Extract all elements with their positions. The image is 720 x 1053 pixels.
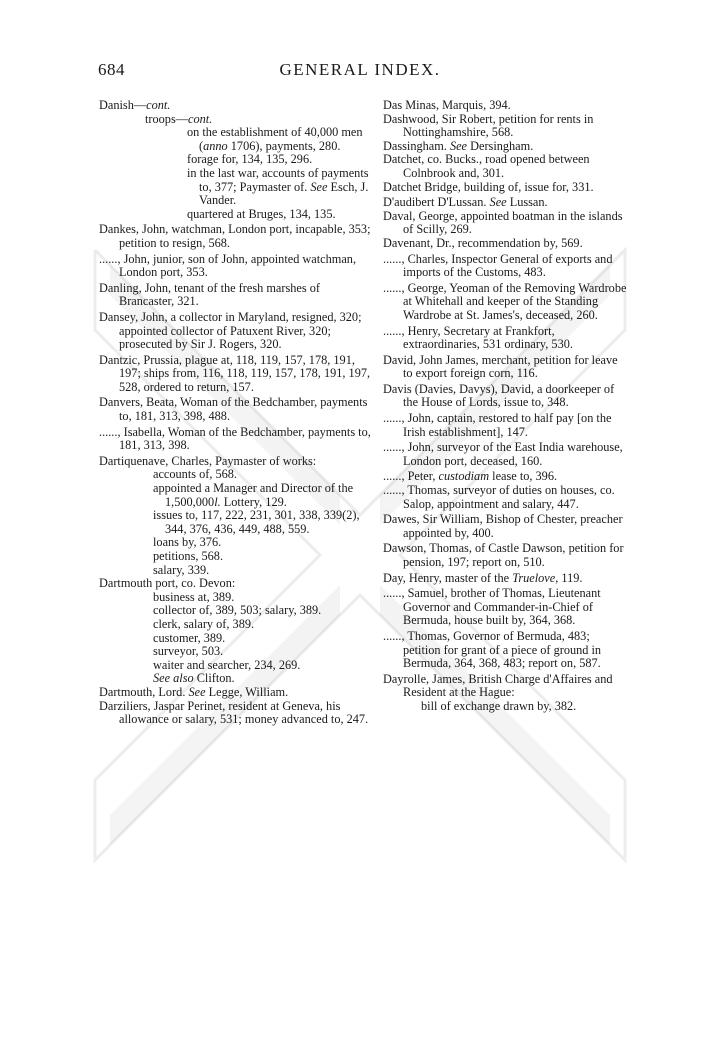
index-subentry: quartered at Bruges, 134, 135. — [187, 206, 336, 221]
index-entry: Davenant, Dr., recommendation by, 569. — [383, 235, 583, 250]
index-entry: ......, Henry, Secretary at Frankfort, extraordinaries, 531 ordinary, 530. — [383, 323, 573, 352]
index-subentry: bill of exchange drawn by, 382. — [421, 698, 577, 713]
index-entry: ......, Isabella, Woman of the Bedchamber, payments to, 181, 313, 398. — [99, 424, 371, 453]
index-subentry: loans by, 376. — [153, 535, 222, 550]
index-entry: Dankes, John, watchman, London port, incapable, 353; petition to resign, 568. — [99, 222, 371, 250]
index-subentry: appointed a Manager and Director of the 1,500,000l. Lottery, 129. — [153, 481, 354, 509]
index-entry: ......, John, surveyor of the East India warehouse, London port, deceased, 160. — [383, 440, 623, 468]
index-entry: Dashwood, Sir Robert, petition for rents in Nottinghamshire, 568. — [383, 111, 594, 140]
index-entry: Danvers, Beata, Woman of the Bedchamber, payments to, 181, 313, 398, 488. — [99, 395, 368, 424]
index-entry: Dawson, Thomas, of Castle Dawson, petition for pension, 197; report on, 510. — [383, 541, 624, 569]
index-entry: Daval, George, appointed boatman in the islands of Scilly, 269. — [383, 208, 623, 237]
index-entry: Dawes, Sir William, Bishop of Chester, preacher appointed by, 400. — [383, 512, 623, 540]
index-entry: ......, George, Yeoman of the Removing Wardrobe at Whitehall and keeper of the Standing Wardrobe at St. James's, deceased, 260. — [383, 280, 627, 322]
index-entry: Dartiquenave, Charles, Paymaster of works: — [99, 453, 317, 468]
index-entry: Danish—cont. — [99, 98, 171, 112]
index-subentry: salary, 339. — [153, 562, 210, 577]
index-subentry: on the establishment of 40,000 men (anno 1706), payments, 280. — [187, 125, 363, 153]
index-entry: Dartmouth port, co. Devon: — [99, 576, 236, 591]
index-entry: Datchet Bridge, building of, issue for, 331. — [383, 179, 594, 194]
index-subentry: accounts of, 568. — [153, 467, 238, 482]
index-entry: Dantzic, Prussia, plague at, 118, 119, 157, 178, 191, 197; ships from, 116, 118, 119, 157, 178, 191, 197, 528, ordered to return, 157. — [99, 352, 371, 394]
index-entry: Datchet, co. Bucks., road opened between Colnbrook and, 301. — [383, 152, 590, 180]
running-title: GENERAL INDEX. — [279, 60, 441, 79]
index-entry: Dansey, John, a collector in Maryland, resigned, 320; appointed collector of Patuxent River, 320; prosecuted by Sir J. Rogers, 320. — [99, 309, 362, 352]
index-entry: Dayrolle, James, British Charge d'Affaires and Resident at the Hague: — [383, 671, 613, 700]
index-subentry: customer, 389. — [153, 630, 226, 645]
index-subentry: collector of, 389, 503; salary, 389. — [153, 603, 322, 618]
index-entry: Day, Henry, master of the Truelove, 119. — [383, 570, 583, 585]
index-entry: Darziliers, Jaspar Perinet, resident at Geneva, his allowance or salary, 531; money advanced to, 247. — [99, 698, 369, 727]
index-subentry: clerk, salary of, 389. — [153, 616, 255, 631]
index-entry: Das Minas, Marquis, 394. — [383, 98, 511, 112]
page-number: 684 — [98, 60, 125, 79]
index-entry: David, John James, merchant, petition for leave to export foreign corn, 116. — [383, 352, 618, 381]
index-entry: D'audibert D'Lussan. See Lussan. — [383, 195, 548, 210]
index-subentry: surveyor, 503. — [153, 644, 224, 659]
index-entry: Danling, John, tenant of the fresh marshes of Brancaster, 321. — [99, 280, 320, 309]
index-entry: ......, Thomas, Governor of Bermuda, 483; petition for grant of a piece of ground in Bermuda, 364, 368, 483; report on, 587. — [383, 628, 602, 671]
index-entry: Dassingham. See Dersingham. — [383, 138, 534, 153]
index-entry: ......, John, junior, son of John, appointed watchman, London port, 353. — [99, 251, 357, 280]
index-subentry: business at, 389. — [153, 589, 235, 604]
index-entry: ......, Samuel, brother of Thomas, Lieutenant Governor and Commander-in-Chief of Bermuda, house built by, 364, 368. — [383, 586, 601, 628]
index-subentry: forage for, 134, 135, 296. — [187, 152, 313, 167]
index-subentry: petitions, 568. — [153, 549, 224, 563]
index-entry: ......, Charles, Inspector General of exports and imports of the Customs, 483. — [383, 251, 613, 280]
index-entry: Davis (Davies, Davys), David, a doorkeeper of the House of Lords, issue to, 348. — [383, 381, 615, 410]
index-column-left — [99, 99, 375, 727]
index-entry: Dartmouth, Lord. See Legge, William. — [99, 684, 289, 699]
index-entry: ......, John, captain, restored to half pay [on the Irish establishment], 147. — [383, 411, 612, 439]
index-subentry: troops—cont. — [145, 111, 213, 126]
index-entry: ......, Peter, custodiam lease to, 396. — [383, 469, 558, 484]
index-subentry: issues to, 117, 222, 231, 301, 338, 339(2), 344, 376, 436, 449, 488, 559. — [153, 508, 360, 536]
index-subentry: waiter and searcher, 234, 269. — [153, 657, 301, 672]
index-column-right — [383, 99, 630, 714]
index-entry: ......, Thomas, surveyor of duties on houses, co. Salop, appointment and salary, 447. — [383, 483, 615, 511]
page-header — [0, 60, 720, 90]
index-subentry: in the last war, accounts of payments to, 377; Paymaster of. See Esch, J. Vander. — [187, 165, 369, 208]
index-subentry: See also Clifton. — [153, 671, 235, 686]
